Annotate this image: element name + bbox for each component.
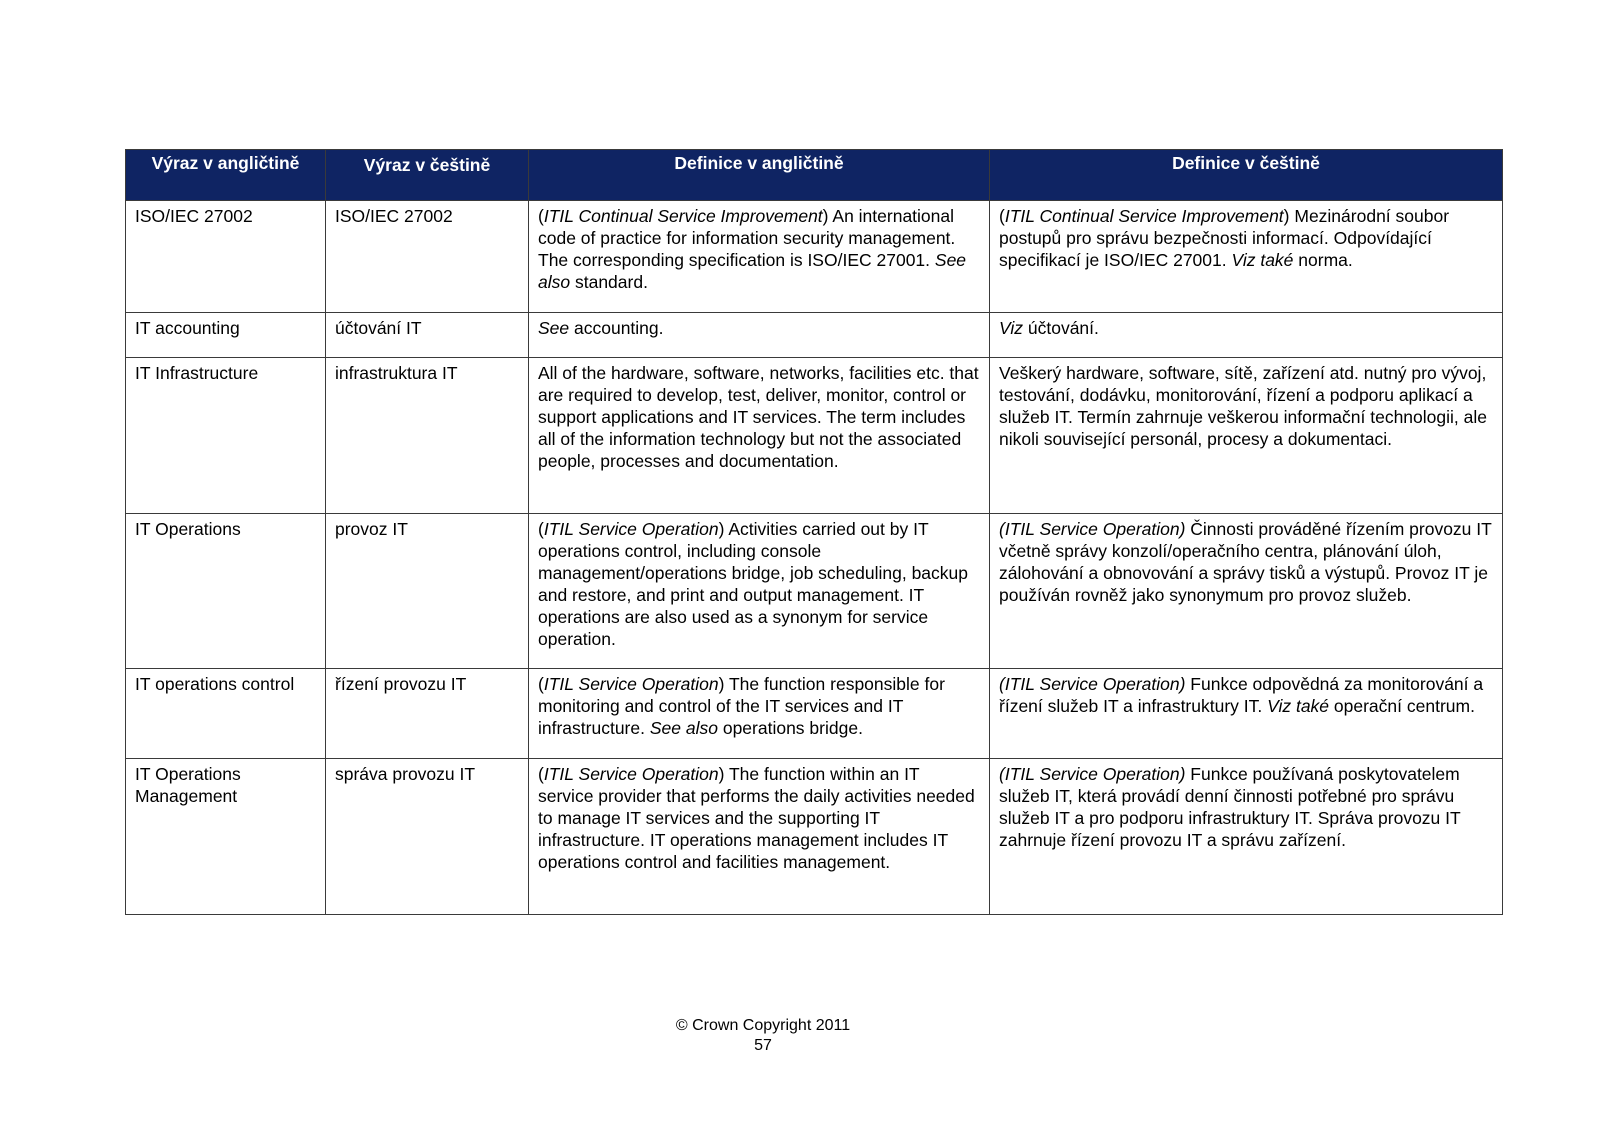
definition-text-italic: ITIL Service Operation (543, 674, 719, 694)
en-term-cell: IT operations control (126, 669, 326, 759)
table-row (126, 201, 1503, 313)
definition-text: ( (538, 764, 544, 784)
definition-text: ) Mezinárodní soubor postupů pro správu bezpečnosti informací. Odpovídající specifikací je ISO/IEC 27001. (999, 206, 1450, 270)
definition-text: Veškerý hardware, software, sítě, zařízení atd. nutný pro vývoj, testování, dodávku, monitorování, řízení a podporu aplikací a služeb IT. Termín zahrnuje veškerou informační technologii, ale nikoli související personál, procesy a dokumentaci. (999, 363, 1487, 449)
definition-text-italic: ITIL Continual Service Improvement (1004, 206, 1284, 226)
definition-text: ) Activities carried out by IT operations control, including console management/operations bridge, job scheduling, backup and restore, and print and output management. IT operations are also used as a synonym for service operation. (538, 519, 969, 649)
copyright-notice: © Crown Copyright 2011 (675, 1017, 851, 1034)
en-term-cell: ISO/IEC 27002 (126, 201, 326, 313)
page-number: 57 (754, 1037, 772, 1054)
definition-text-italic: Viz také (1231, 250, 1294, 270)
definition-text-italic: (ITIL Service Operation) (999, 519, 1186, 539)
en-definition-cell (529, 759, 990, 915)
definition-text: Funkce odpovědná za monitorování a řízení služeb IT a infrastruktury IT. (999, 674, 1484, 716)
definition-text: operations bridge. (717, 718, 863, 738)
definition-text: Činnosti prováděné řízením provozu IT včetně správy konzolí/operačního centra, plánování úloh, zálohování a obnovování a správy tisků a výstupů. Provoz IT je používán rovněž jako synonymum pro provoz služeb. (999, 519, 1492, 605)
definition-text: accounting. (569, 318, 664, 338)
definition-text: operační centrum. (1329, 696, 1475, 716)
definition-text: ( (538, 206, 544, 226)
header-en-term: Výraz v angličtině (126, 150, 326, 201)
definition-text: ( (999, 206, 1005, 226)
glossary-table (125, 149, 1503, 915)
en-definition-cell (529, 514, 990, 669)
definition-text: ( (538, 519, 544, 539)
table-row (126, 669, 1503, 759)
en-definition-cell (529, 669, 990, 759)
definition-text: ( (538, 674, 544, 694)
en-definition-cell (529, 358, 990, 514)
en-term-cell: IT Infrastructure (126, 358, 326, 514)
definition-text: Funkce používaná poskytovatelem služeb IT, která provádí denní činnosti potřebné pro správu služeb IT a pro podporu infrastruktury IT. Správa provozu IT zahrnuje řízení provozu IT a správu zařízení. (999, 764, 1461, 850)
definition-text-italic: ITIL Service Operation (543, 519, 719, 539)
header-cz-definition: Definice v češtině (990, 150, 1503, 201)
en-term-cell: IT accounting (126, 313, 326, 358)
en-term-cell: IT Operations Management (126, 759, 326, 915)
cz-definition-cell (990, 201, 1503, 313)
en-definition-cell (529, 313, 990, 358)
page-footer (0, 1016, 1526, 1056)
definition-text-italic: ITIL Continual Service Improvement (543, 206, 823, 226)
definition-text-italic: ITIL Service Operation (543, 764, 719, 784)
table-header-row (126, 150, 1503, 201)
table-row (126, 313, 1503, 358)
definition-text-italic: See also (538, 250, 967, 292)
definition-text-italic: See (538, 318, 570, 338)
definition-text-italic: (ITIL Service Operation) (999, 764, 1186, 784)
header-cz-term: Výraz v češtině (326, 150, 529, 201)
definition-text-italic: Viz také (1267, 696, 1330, 716)
cz-term-cell: provoz IT (326, 514, 529, 669)
cz-term-cell: ISO/IEC 27002 (326, 201, 529, 313)
cz-term-cell: infrastruktura IT (326, 358, 529, 514)
definition-text-italic: See also (649, 718, 718, 738)
cz-definition-cell (990, 358, 1503, 514)
definition-text: norma. (1293, 250, 1353, 270)
header-en-definition: Definice v angličtině (529, 150, 990, 201)
definition-text-italic: (ITIL Service Operation) (999, 674, 1186, 694)
cz-definition-cell (990, 669, 1503, 759)
definition-text: účtování. (1023, 318, 1099, 338)
definition-text: ) The function responsible for monitoring and control of the IT services and IT infrastructure. (538, 674, 945, 738)
en-definition-cell (529, 201, 990, 313)
cz-term-cell: účtování IT (326, 313, 529, 358)
cz-definition-cell (990, 313, 1503, 358)
cz-term-cell: řízení provozu IT (326, 669, 529, 759)
cz-term-cell: správa provozu IT (326, 759, 529, 915)
cz-definition-cell (990, 514, 1503, 669)
en-term-cell: IT Operations (126, 514, 326, 669)
definition-text: ) The function within an IT service provider that performs the daily activities needed to manage IT services and the supporting IT infrastructure. IT operations management includes IT operations control and facilities management. (538, 764, 975, 872)
table-row (126, 514, 1503, 669)
definition-text: standard. (570, 272, 648, 292)
table-row (126, 759, 1503, 915)
definition-text: All of the hardware, software, networks, facilities etc. that are required to develop, test, deliver, monitor, control or support applications and IT services. The term includes all of the information technology but not the associated people, processes and documentation. (538, 363, 979, 471)
definition-text: ) An international code of practice for information security management. The corresponding specification is ISO/IEC 27001. (538, 206, 956, 270)
cz-definition-cell (990, 759, 1503, 915)
definition-text-italic: Viz (999, 318, 1023, 338)
table-row (126, 358, 1503, 514)
